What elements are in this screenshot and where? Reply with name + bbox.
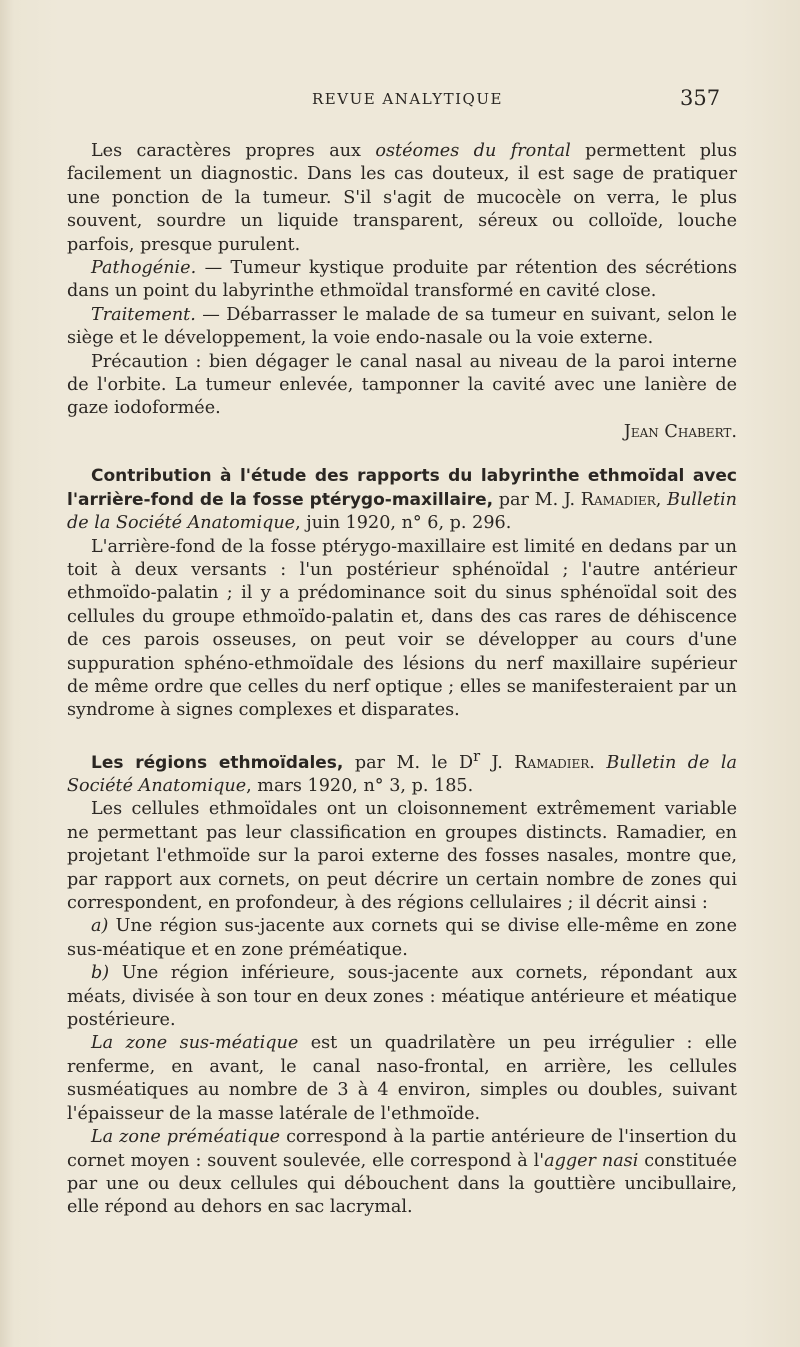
author-name: Ramadier, [580,489,662,510]
running-title: REVUE ANALYTIQUE [312,90,503,108]
article-title: Les régions ethmoïdales, [91,752,344,773]
paragraph-precaution: Précaution : bien dégager le canal nasal au niveau de la paroi interne de l'orbite. La tumeur enlevée, tamponner la cavité avec une lanière de gaze iodoformée. [67,351,737,419]
paragraph-arriere-fond: L'arrière-fond de la fosse ptérygo-maxillaire est limité en dedans par un toit à deux versants : l'un postérieur sphénoïdal ; l'autre antérieur ethmoïdo-palatin ; il y a prédominance soit du sinus sphénoïdal soit des cellules du groupe ethmoïdo-palatin et, dans des cas rares de déhiscence de ces parois osseuses, on peut voir se développer au cours d'une suppuration sphéno-ethmoïdale des lésions du nerf maxillaire supérieur de même ordre que celles du nerf optique ; elles se manifesteraient par un syndrome à signes complexes et disparates. [67,536,737,721]
paragraph-premeatique: La zone préméatique correspond à la partie antérieure de l'insertion du cornet moyen : souvent soulevée, elle correspond à l'agger nasi constituée par une ou deux cellules qui débouchent dans la gouttière uncibullaire, elle répond au dehors en sac lacrymal. [67,1127,737,1218]
paragraph-sus-meatique: La zone sus-méatique est un quadrilatère un peu irrégulier : elle renferme, en avant, le canal naso-frontal, en arrière, les cellules susméatiques au nombre de 3 à 4 environ, simples ou doubles, suivant l'épaisseur de la masse latérale de l'ethmoïde. [67,1033,737,1124]
signature: Jean Chabert. [623,421,737,442]
paragraph-cellules: Les cellules ethmoïdales ont un cloisonnement extrêmement variable ne permettant pas leur classification en groupes distincts. Ramadier, en projetant l'ethmoïde sur la paroi externe des fosses nasales, montre que, par rapport aux cornets, on peut décrire un certain nombre de zones qui correspondent, en profondeur, à des régions cellulaires ; il décrit ainsi : [67,799,737,914]
journal-name: Bulletin de la Société Anatomique [67,489,737,534]
heading-traitement: Traitement. [91,304,196,325]
term-osteomes: ostéomes du frontal [375,141,571,161]
review-heading-regions: Les régions ethmoïdales, par M. le $D^r$ J. Ramadier. Bulletin de la Société Anatomique, mars 1920, n° 3, p. 185. [67,747,737,797]
heading-pathogenie: Pathogénie. [91,258,197,279]
author-name: Ramadier. [514,752,595,773]
page-number: 357 [680,86,721,110]
body-text [67,140,737,1220]
paragraph-item-b: b) Une région inférieure, sous-jacente aux cornets, répondant aux méats, divisée à son tour en deux zones : méatique antérieure et méatique postérieure. [67,963,737,1031]
article-title: Contribution à l'étude des rapports du labyrinthe ethmoïdal avec l'arrière-fond de la fosse ptérygo-maxillaire, [67,466,737,510]
paragraph-traitement: Traitement. — Débarrasser le malade de sa tumeur en suivant, selon le siège et le développement, la voie endo-nasale ou la voie externe. [67,304,737,349]
journal-name: Bulletin de la Société Anatomique [67,752,737,797]
review-heading-contribution: Contribution à l'étude des rapports du labyrinthe ethmoïdal avec l'arrière-fond de la fosse ptérygo-maxillaire, par M. J. Ramadier, Bulletin de la Société Anatomique, juin 1920, n° 6, p. 296. [67,466,737,534]
paragraph-diagnostic: Les caractères propres aux ostéomes du frontal permettent plus facilement un diagnostic. Dans les cas douteux, il est sage de pratiquer une ponction de la tumeur. S'il s'agit de mucocèle on verra, le plus souvent, sourdre un liquide transparent, séreux ou colloïde, louche parfois, presque purulent. [67,141,738,255]
paragraph-pathogenie: Pathogénie. — Tumeur kystique produite par rétention des sécrétions dans un point du labyrinthe ethmoïdal transformé en cavité close. [67,258,737,302]
paragraph-item-a: a) Une région sus-jacente aux cornets qui se divise elle-même en zone sus-méatique et en zone préméatique. [67,916,737,960]
